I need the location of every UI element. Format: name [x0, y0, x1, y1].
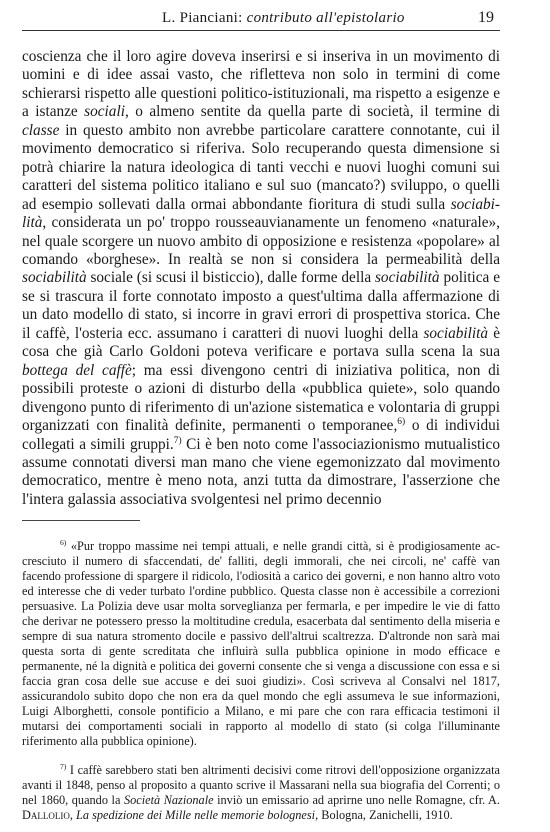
footnote-ref-7[interactable]: 7) — [173, 435, 182, 446]
footnote-ref-6[interactable]: 6) — [397, 416, 406, 427]
italic-term: Società Nazionale — [123, 793, 214, 807]
text-run: Ci è ben noto come l'associazionismo mutualistico assume connotati diversi man mano che viene egemonizzato dal movimento democratico, mentre è meno nota, anzi tutta da dimostrare, l'asserzione che l'intera galassia associativa svolgentesi nel primo decennio — [22, 435, 500, 508]
running-header — [22, 8, 500, 31]
running-title — [162, 10, 405, 27]
italic-term: sociabilità — [423, 324, 489, 342]
text-run: , o almeno sentite da quella parte di società, il termine di — [124, 103, 500, 121]
italic-term: sociabilità — [22, 195, 500, 232]
running-author: L. Pianciani: — [162, 10, 243, 26]
italic-term: sociabilità — [22, 269, 87, 287]
text-run: ; ma essi divengono centri di iniziativa politica, non di possibili proteste o azioni di disturbo della «pubblica quiete», solo quando divengono punto di riferimento di un'azione sistematica e volontaria di gruppi organizzati con finalità definite, permanenti o temporanee, — [22, 361, 500, 435]
footnote-text: «Pur troppo massime nei tempi attuali, e nelle grandi città, si è prodigiosamente accresciuto il numero di sfaccendati, de' falliti, degli immorali, che nei circoli, ne' caffè van facendo professione di spargere il ridicolo, l'odiosità a carico dei governi, e non hanno altro voto ed interesse che di veder turbato l'ordine pubblico. Questa classe non è accessibile a correzioni persuasive. La Polizia deve usar molta sorveglianza per fermarla, e per impedire le vie di fatto che derivar ne potessero presso la moltitudine credula, esacerbata dal sentimento della miseria e sempre di sua natura stromento docile e passivo dell'altrui scaltrezza. D'altronde non sarà mai questa sorta di gente screditata che influirà sulla pubblica opinione in modo efficace e permanente, né la dignità e politica dei governi consente che si venga a discussione con essa e si faccia gran cosa delle sue accuse e dei suoi giudizi». Così scriveva al Consalvi nel 1817, assicurandolo subito dopo che non era da quel mondo che egli assumeva le sue informazioni, Luigi Alborghetti, console pontificio a Milano, e mi pare che con rara efficacia testimoni il mutarsi dei comportamenti sociali in rapporto al modello di stato (si colga l'illuminante riferimento alla pubblica opinione). — [22, 539, 500, 748]
footnote-mark-7: 7) — [60, 761, 67, 771]
footnotes — [22, 539, 500, 823]
footnote-text: , Bologna, Zanichelli, 1910. — [315, 808, 453, 822]
text-run: in questo ambito non avrebbe particolare carattere connotante, cui il movimento democratico si riferiva. Solo recuperando questa dimensione si potrà chiarire la natura ideologica di tanti vecchi e nuovi luoghi comuni sui caratteri del sistema politico italiano e sul suo (mancato?) sviluppo, o quelli ad esempio sollevati dalla ormai abbondante fioritura di studi sulla — [22, 121, 500, 213]
body-paragraph — [22, 48, 500, 509]
footnote-6 — [22, 539, 500, 749]
footnote-mark-6: 6) — [60, 537, 67, 547]
text-run: politica e se si trascura il forte connotato imposto a quest'ultima dalla affermazione di un dato modello di stato, si incorre in gravi errori di prospettiva storica. Che il caffè, l'osteria ecc. assumano i caratteri di nuovi luoghi della — [22, 269, 500, 342]
italic-term: bottega del caffè — [22, 361, 132, 379]
text-run: o di individui collegati a simili gruppi. — [22, 417, 500, 453]
italic-term: sociabilità — [374, 269, 440, 287]
footnote-text: , — [69, 808, 77, 822]
footnote-7 — [22, 763, 500, 823]
text-run: sociale (si scusi il bisticcio), dalle forme della — [86, 269, 375, 287]
book-title: La spedizione dei Mille nelle memorie bolognesi — [76, 808, 316, 822]
running-work-title: contributo all'epistolario — [246, 10, 405, 26]
main-text — [22, 48, 500, 509]
page-number: 19 — [478, 9, 494, 26]
italic-term: classe — [22, 121, 60, 139]
text-run: coscienza che il loro agire doveva inserirsi e si inseriva in un movimento di uomini e di idee assai vasto, che rifletteva non solo in termini di come schierarsi rispetto alle questioni politico-istituzionali, ma rispetto a esigenze e a istanze — [22, 48, 500, 121]
text-run: è cosa che già Carlo Goldoni poteva verificare e portava sulla scena la sua — [22, 324, 500, 361]
text-run: , considerata un po' troppo rousseauvianamente un fenomeno «naturale», nel quale scorgere un nuovo ambito di opposizione e resistenza «popolare» al comando «borghese». In realtà se non si considera la permeabilità della — [22, 214, 500, 268]
italic-term: sociali — [84, 103, 125, 121]
footnote-text: I caffè sarebbero stati ben altrimenti decisivi come ritrovi dell'opposizione organizzata avanti il 1848, penso al proposito a quanto scrive il Massarani nella sua biografia del Correnti; o nel 1860, quando la — [22, 763, 500, 807]
footnote-separator — [22, 520, 140, 521]
author-name: Dallolio — [22, 808, 70, 822]
footnote-text: inviò un emissario ad aprirne uno nelle Romagne, cfr. A. — [213, 793, 501, 807]
